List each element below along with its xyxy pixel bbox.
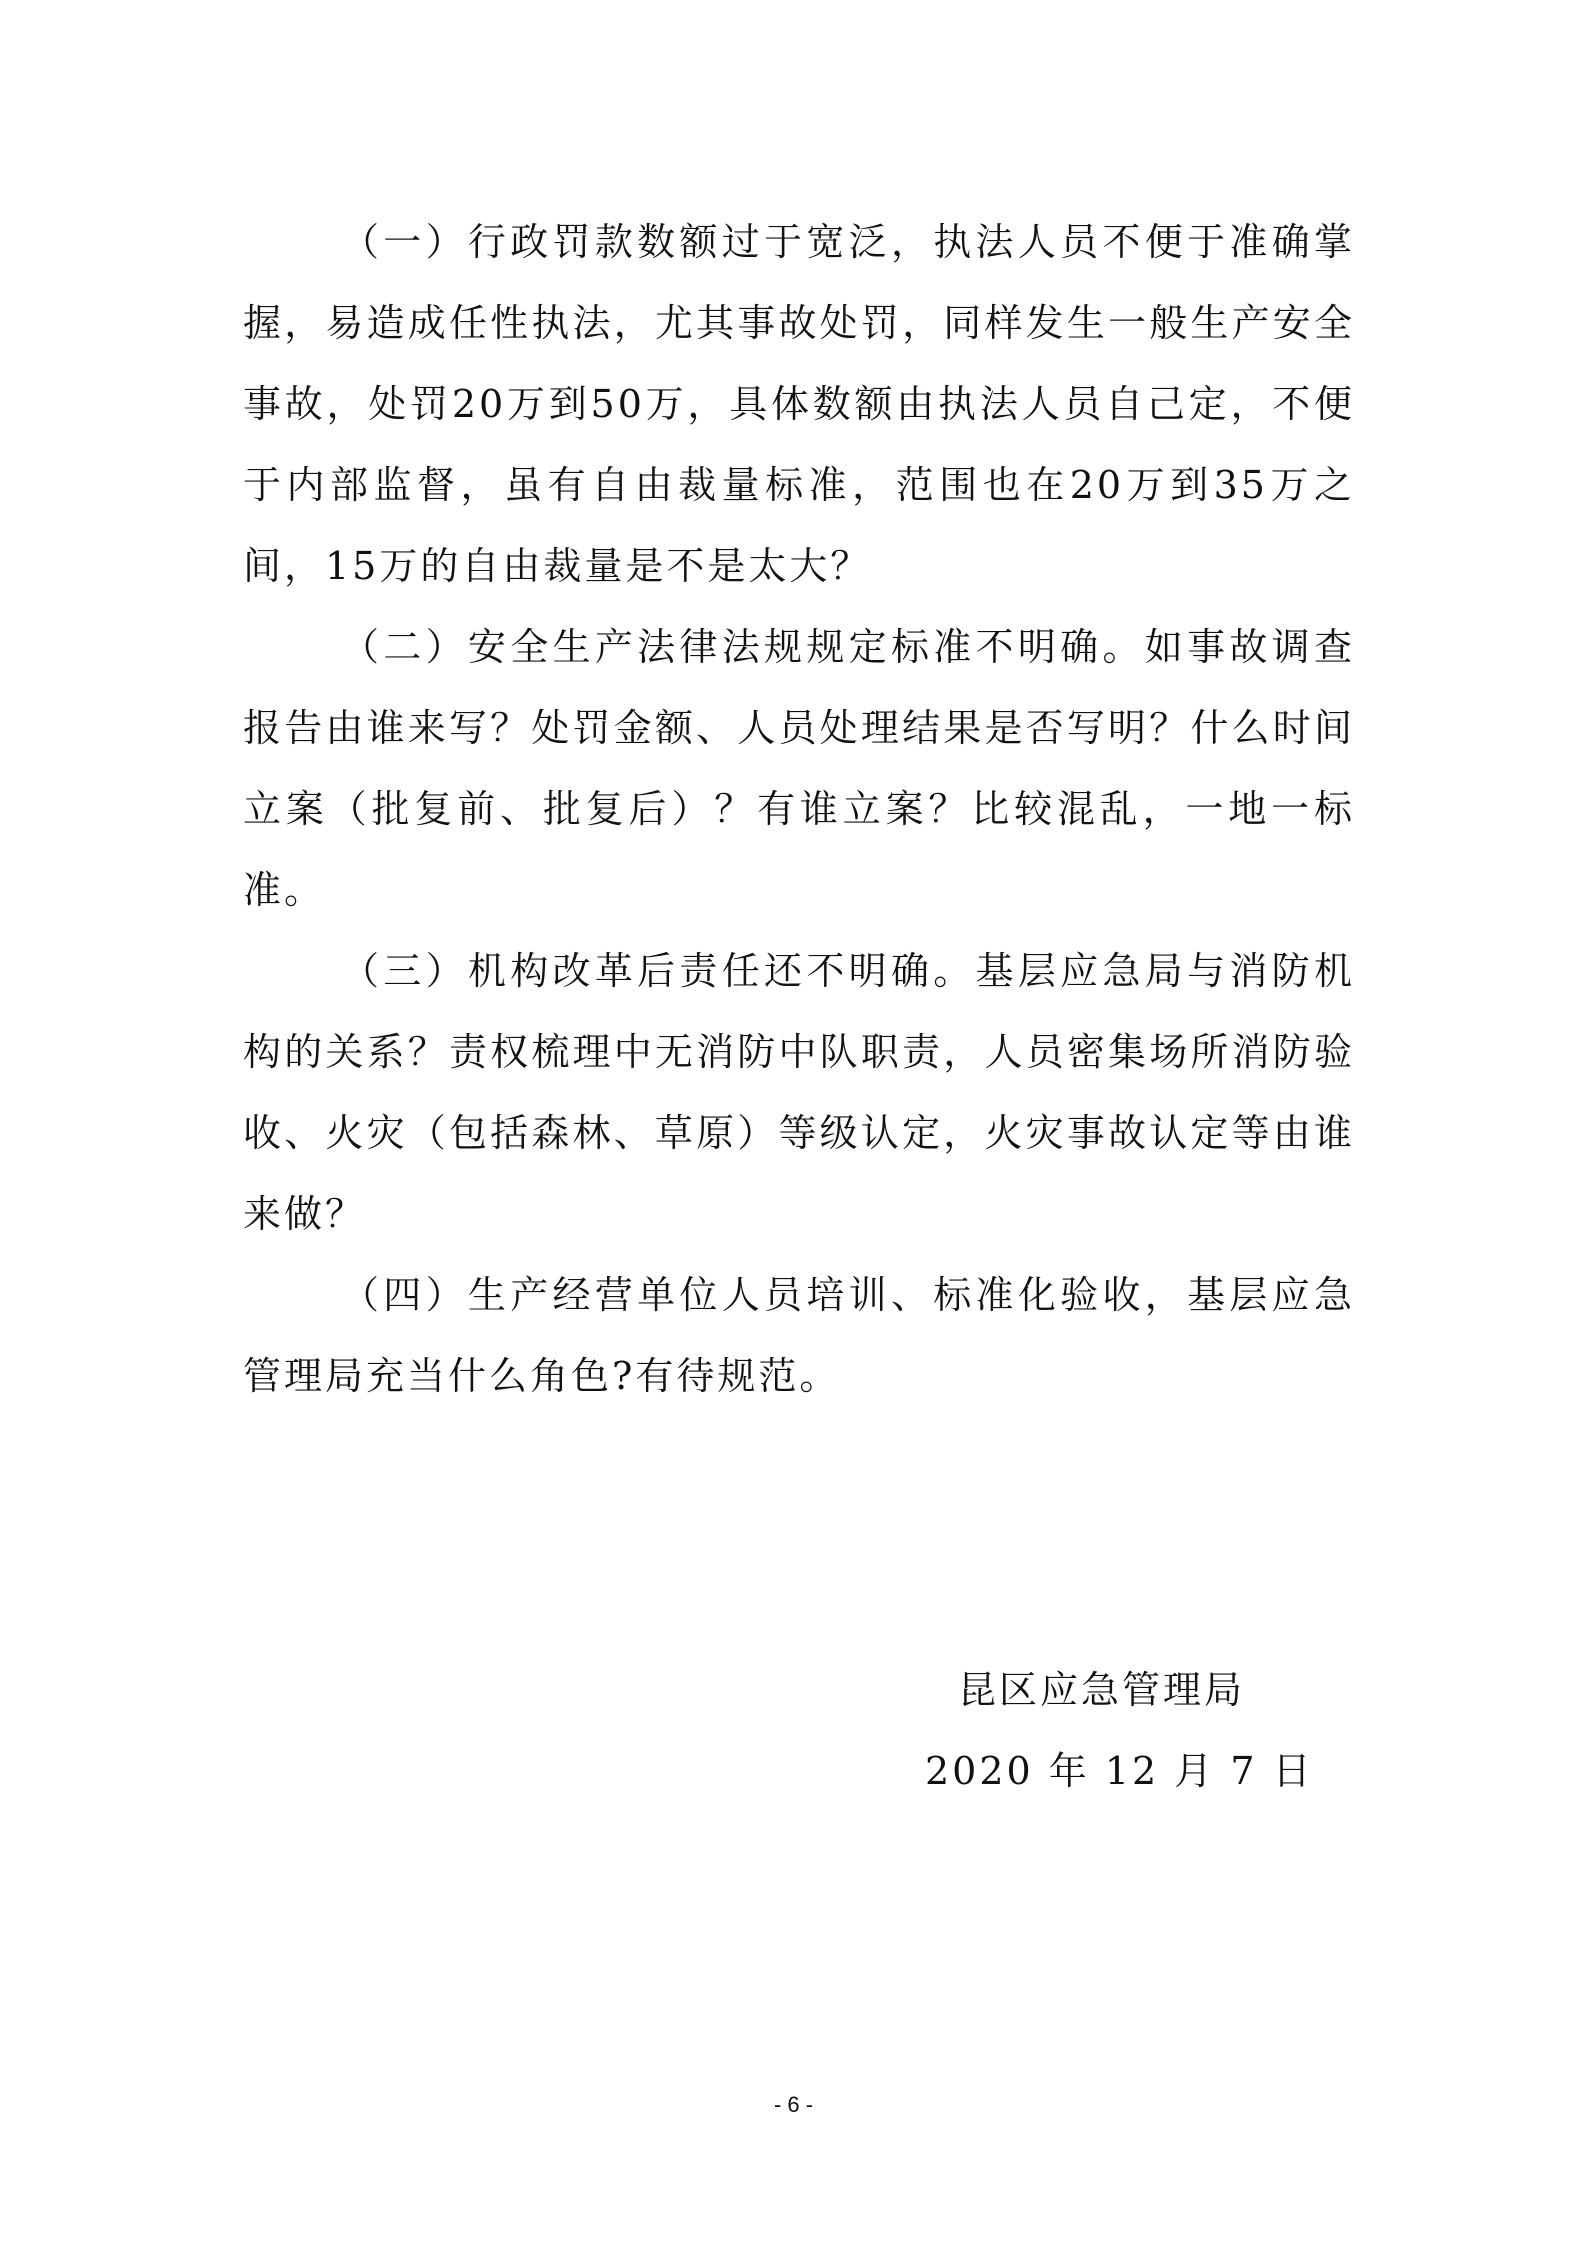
signature-organization: 昆区应急管理局 — [958, 1668, 1246, 1712]
signature-block — [900, 1650, 1314, 1812]
paragraph-training-acceptance: （四）生产经营单位人员培训、标准化验收，基层应急管理局充当什么角色?有待规范。 — [243, 1273, 1355, 1398]
document-body — [243, 202, 1355, 1417]
paragraph-admin-fines: （一）行政罚款数额过于宽泛，执法人员不便于准确掌握，易造成任性执法，尤其事故处罚，同样发生一般生产安全事故，处罚20万到50万，具体数额由执法人员自己定，不便于内部监督，虽有自由裁量标准，范围也在20万到35万之间，15万的自由裁量是不是太大？ — [243, 220, 1355, 588]
paragraph-unclear-standards: （二）安全生产法律法规规定标准不明确。如事故调查报告由谁来写？处罚金额、人员处理结果是否写明？什么时间立案（批复前、批复后）？有谁立案？比较混乱，一地一标准。 — [243, 625, 1355, 912]
page-number: - 6 - — [773, 2092, 814, 2117]
signature-date: 2020 年 12 月 7 日 — [925, 1749, 1314, 1793]
paragraph-institutional-reform: （三）机构改革后责任还不明确。基层应急局与消防机构的关系？责权梳理中无消防中队职责，人员密集场所消防验收、火灾（包括森林、草原）等级认定，火灾事故认定等由谁来做？ — [243, 949, 1355, 1236]
